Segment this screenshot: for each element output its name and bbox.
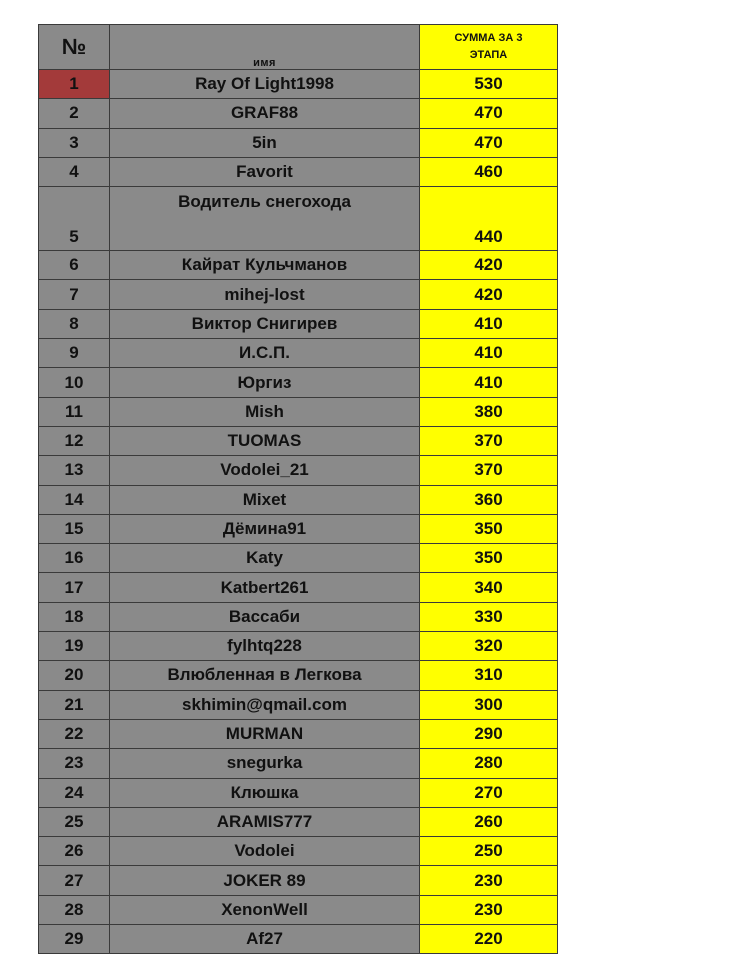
participant-name-cell: Mish [110, 397, 420, 426]
score-sum-cell: 410 [420, 309, 558, 338]
score-sum-cell: 340 [420, 573, 558, 602]
participant-name-cell: Клюшка [110, 778, 420, 807]
participant-name-cell: Af27 [110, 925, 420, 954]
participant-name-cell: JOKER 89 [110, 866, 420, 895]
header-name: имя [110, 25, 420, 70]
rank-cell: 7 [39, 280, 110, 309]
rank-cell: 4 [39, 157, 110, 186]
participant-name-cell: mihej-lost [110, 280, 420, 309]
score-sum-cell: 260 [420, 807, 558, 836]
rank-cell: 18 [39, 602, 110, 631]
score-sum-cell: 220 [420, 925, 558, 954]
score-sum-cell: 350 [420, 514, 558, 543]
participant-name-cell: Katy [110, 544, 420, 573]
score-sum-cell: 410 [420, 339, 558, 368]
rank-cell: 19 [39, 632, 110, 661]
participant-name-cell: XenonWell [110, 895, 420, 924]
rank-cell: 26 [39, 837, 110, 866]
header-number: № [39, 25, 110, 70]
table-row [39, 339, 558, 368]
table-body [39, 70, 558, 954]
participant-name-cell: TUOMAS [110, 426, 420, 455]
score-sum-cell: 460 [420, 157, 558, 186]
participant-name-cell: snegurka [110, 749, 420, 778]
participant-name-cell: И.С.П. [110, 339, 420, 368]
participant-name-cell: Favorit [110, 157, 420, 186]
score-sum-cell: 290 [420, 719, 558, 748]
participant-name-cell: Vodolei_21 [110, 456, 420, 485]
score-sum-cell: 370 [420, 426, 558, 455]
score-sum-cell: 380 [420, 397, 558, 426]
rank-cell: 24 [39, 778, 110, 807]
table-row [39, 778, 558, 807]
table-row [39, 544, 558, 573]
participant-name-cell: GRAF88 [110, 99, 420, 128]
header-sum [420, 25, 558, 70]
rank-cell: 27 [39, 866, 110, 895]
score-sum-cell: 330 [420, 602, 558, 631]
participant-name-cell: Кайрат Кульчманов [110, 251, 420, 280]
rank-cell: 20 [39, 661, 110, 690]
score-sum-cell: 410 [420, 368, 558, 397]
rank-cell: 29 [39, 925, 110, 954]
rank-cell: 1 [39, 70, 110, 99]
header-row [39, 25, 558, 70]
rank-cell: 12 [39, 426, 110, 455]
results-sheet [38, 24, 558, 954]
participant-name-cell: Вассаби [110, 602, 420, 631]
rank-cell: 28 [39, 895, 110, 924]
rank-cell: 2 [39, 99, 110, 128]
participant-name-cell: Ray Of Light1998 [110, 70, 420, 99]
participant-name-cell: MURMAN [110, 719, 420, 748]
score-sum-cell: 530 [420, 70, 558, 99]
participant-name-cell: Водитель снегохода [110, 187, 420, 251]
table-row [39, 895, 558, 924]
table-row [39, 99, 558, 128]
participant-name-cell: Katbert261 [110, 573, 420, 602]
score-sum-cell: 470 [420, 128, 558, 157]
table-row [39, 485, 558, 514]
score-sum-cell: 310 [420, 661, 558, 690]
table-row [39, 925, 558, 954]
table-header [39, 25, 558, 70]
table-row [39, 368, 558, 397]
rank-cell: 14 [39, 485, 110, 514]
score-sum-cell: 440 [420, 187, 558, 251]
rank-cell: 16 [39, 544, 110, 573]
table-row [39, 514, 558, 543]
table-row [39, 309, 558, 338]
score-sum-cell: 270 [420, 778, 558, 807]
results-table [38, 24, 558, 954]
table-row [39, 456, 558, 485]
score-sum-cell: 320 [420, 632, 558, 661]
table-row [39, 690, 558, 719]
table-row [39, 719, 558, 748]
table-row [39, 251, 558, 280]
table-row [39, 661, 558, 690]
score-sum-cell: 420 [420, 280, 558, 309]
table-row [39, 70, 558, 99]
participant-name-cell: skhimin@qmail.com [110, 690, 420, 719]
header-sum-line2: ЭТАПА [469, 49, 508, 61]
participant-name-cell: Влюбленная в Легкова [110, 661, 420, 690]
rank-cell: 6 [39, 251, 110, 280]
participant-name-cell: fylhtq228 [110, 632, 420, 661]
rank-cell: 23 [39, 749, 110, 778]
participant-name-cell: Юргиз [110, 368, 420, 397]
table-row [39, 807, 558, 836]
table-row [39, 602, 558, 631]
participant-name-cell: 5in [110, 128, 420, 157]
table-row [39, 280, 558, 309]
header-sum-line1: СУММА ЗА 3 [454, 32, 523, 44]
participant-name-cell: Vodolei [110, 837, 420, 866]
score-sum-cell: 280 [420, 749, 558, 778]
score-sum-cell: 300 [420, 690, 558, 719]
rank-cell: 22 [39, 719, 110, 748]
participant-name-cell: Виктор Снигирев [110, 309, 420, 338]
participant-name-cell: Дёмина91 [110, 514, 420, 543]
participant-name-cell: Mixet [110, 485, 420, 514]
table-row [39, 157, 558, 186]
table-row [39, 426, 558, 455]
rank-cell: 5 [39, 187, 110, 251]
score-sum-cell: 230 [420, 866, 558, 895]
rank-cell: 15 [39, 514, 110, 543]
score-sum-cell: 420 [420, 251, 558, 280]
rank-cell: 8 [39, 309, 110, 338]
rank-cell: 17 [39, 573, 110, 602]
rank-cell: 13 [39, 456, 110, 485]
table-row [39, 866, 558, 895]
table-row [39, 749, 558, 778]
table-row [39, 837, 558, 866]
rank-cell: 11 [39, 397, 110, 426]
score-sum-cell: 360 [420, 485, 558, 514]
score-sum-cell: 370 [420, 456, 558, 485]
table-row [39, 397, 558, 426]
rank-cell: 9 [39, 339, 110, 368]
table-row [39, 573, 558, 602]
rank-cell: 3 [39, 128, 110, 157]
table-row [39, 187, 558, 251]
rank-cell: 25 [39, 807, 110, 836]
score-sum-cell: 250 [420, 837, 558, 866]
score-sum-cell: 230 [420, 895, 558, 924]
score-sum-cell: 350 [420, 544, 558, 573]
participant-name-cell: ARAMIS777 [110, 807, 420, 836]
table-row [39, 128, 558, 157]
table-row [39, 632, 558, 661]
rank-cell: 10 [39, 368, 110, 397]
rank-cell: 21 [39, 690, 110, 719]
score-sum-cell: 470 [420, 99, 558, 128]
